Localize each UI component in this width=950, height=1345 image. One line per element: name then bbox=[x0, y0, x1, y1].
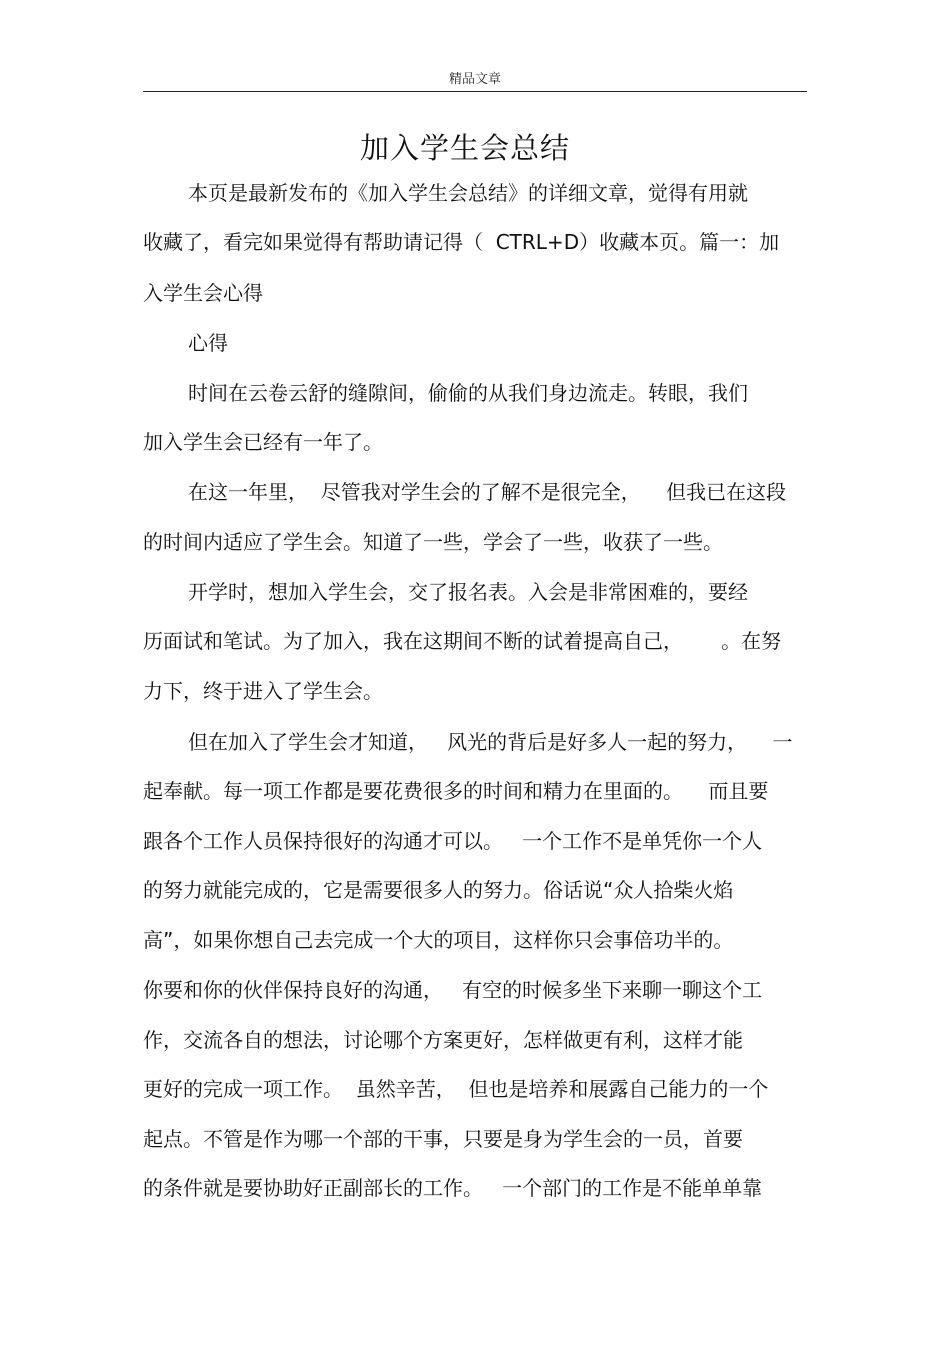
section-heading: 心得 bbox=[188, 331, 228, 355]
body-line: 入学生会心得 bbox=[143, 281, 263, 305]
body-line: 起奉献。每一项工作都是要花费很多的时间和精力在里面的。 而且要 bbox=[143, 779, 769, 803]
body-line: 本页是最新发布的《加入学生会总结》的详细文章，觉得有用就 bbox=[188, 181, 748, 205]
body-line: 的努力就能完成的，它是需要很多人的努力。俗话说“众人拾柴火焰 bbox=[143, 878, 734, 902]
body-line: 但在加入了学生会才知道， 风光的背后是好多人一起的努力， 一 bbox=[188, 730, 793, 754]
body-line: 作，交流各自的想法，讨论哪个方案更好，怎样做更有利，这样才能 bbox=[143, 1028, 743, 1052]
body-line: 高”，如果你想自己去完成一个大的项目，这样你只会事倍功半的。 bbox=[143, 928, 734, 952]
body-line: 的条件就是要协助好正副部长的工作。 一个部门的工作是不能单单靠 bbox=[143, 1176, 763, 1200]
header-divider bbox=[143, 91, 807, 92]
document-title: 加入学生会总结 bbox=[359, 131, 570, 165]
page-header-label: 精品文章 bbox=[448, 72, 501, 87]
body-line: 你要和你的伙伴保持良好的沟通， 有空的时候多坐下来聊一聊这个工 bbox=[143, 978, 763, 1002]
body-line: 跟各个工作人员保持很好的沟通才可以。 一个工作不是单凭你一个人 bbox=[143, 829, 763, 853]
body-line: 在这一年里， 尽管我对学生会的了解不是很完全， 但我已在这段 bbox=[188, 480, 787, 504]
body-line: 收藏了，看完如果觉得有帮助请记得（ CTRL+D）收藏本页。篇一：加 bbox=[143, 230, 780, 254]
body-line: 力下，终于进入了学生会。 bbox=[143, 679, 383, 703]
body-line: 起点。不管是作为哪一个部的干事，只要是身为学生会的一员，首要 bbox=[143, 1127, 743, 1151]
body-line: 加入学生会已经有一年了。 bbox=[143, 430, 383, 454]
body-line: 开学时，想加入学生会，交了报名表。入会是非常困难的，要经 bbox=[188, 580, 748, 604]
body-line: 的时间内适应了学生会。知道了一些，学会了一些，收获了一些。 bbox=[143, 530, 723, 554]
body-line: 历面试和笔试。为了加入，我在这期间不断的试着提高自己， 。在努 bbox=[143, 629, 782, 653]
body-line: 时间在云卷云舒的缝隙间，偷偷的从我们身边流走。转眼，我们 bbox=[188, 381, 748, 405]
body-line: 更好的完成一项工作。 虽然辛苦， 但也是培养和展露自己能力的一个 bbox=[143, 1077, 769, 1101]
